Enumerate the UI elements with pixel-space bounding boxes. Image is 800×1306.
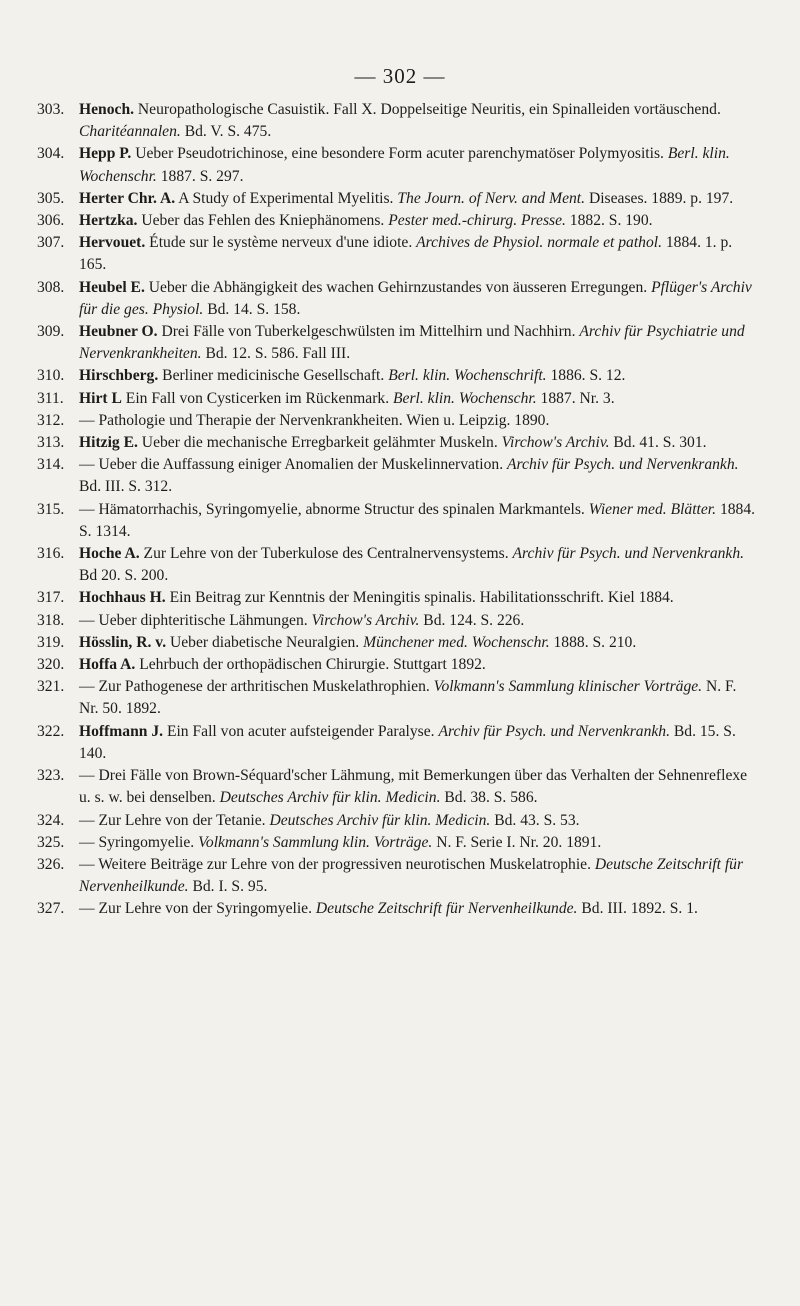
entry-title: Étude sur le système nerveux d'une idiote. [145,234,417,252]
entry-title: Berliner medicinische Gesellschaft. [158,367,389,385]
entry-journal: Deutsche Zeitschrift für Nervenheilkunde. [79,855,744,896]
bibliography-entry [0,365,800,387]
bibliography-entry [0,587,800,609]
entry-title: A Study of Experimental Myelitis. [175,189,398,207]
bibliography-entry [0,499,800,543]
entry-number: 310. [37,367,65,385]
entry-journal: Deutsches Archiv für klin. Medicin. [269,811,491,829]
entry-journal: Charitéannalen. [79,123,181,141]
entry-author: Hertzka. [79,212,138,230]
entry-number: 305. [37,189,65,207]
entry-journal: Volkmann's Sammlung klinischer Vorträge. [433,678,703,696]
entry-number: 303. [37,101,65,118]
bibliography-entry [0,188,800,210]
bibliography-entry [0,232,800,276]
entry-title: — Drei Fälle von Brown-Séquard'scher Lähmung, mit Bemerkungen über das Verhalten der Sehnenreflexe u. s. w. bei denselben. [79,767,748,807]
bibliography-entry [0,99,800,143]
entry-title: — Zur Pathogenese der arthritischen Muskelathrophien. [79,678,434,696]
bibliography-entry [0,432,800,454]
bibliography-entry [0,676,800,720]
entry-journal: Münchener med. Wochenschr. [363,633,550,651]
entry-title: Ueber Pseudotrichinose, eine besondere Form acuter parenchymatöser Polymyositis. [131,145,668,163]
entry-reference: Bd. III. S. 312. [79,478,173,496]
entry-number: 323. [37,767,65,785]
entry-reference: 1888. S. 210. [549,633,637,651]
entry-reference: N. F. Serie I. Nr. 20. 1891. [432,833,602,851]
entry-number: 312. [37,411,65,429]
entry-title: — Weitere Beiträge zur Lehre von der progressiven neurotischen Muskelatrophie. [79,855,595,873]
bibliography-entry [0,543,800,587]
entry-reference: 1887. S. 297. [156,167,244,185]
entry-number: 306. [37,212,65,230]
entry-author: Hitzig E. [79,434,138,452]
entry-number: 322. [37,722,65,740]
bibliography-entry [0,210,800,232]
bibliography-entry [0,898,800,920]
entry-journal: Virchow's Archiv. [501,434,610,452]
bibliography-entry [0,765,800,809]
entry-reference: Bd. I. S. 95. [188,878,268,896]
bibliography-entry [0,721,800,765]
entry-title: — Zur Lehre von der Syringomyelie. [79,900,316,918]
entry-number: 320. [37,656,65,674]
entry-title: Ueber die mechanische Erregbarkeit gelähmter Muskeln. [137,434,502,452]
entry-reference: Bd. 41. S. 301. [609,434,707,452]
entry-title: Ueber diabetische Neuralgien. [166,633,364,651]
bibliography-entry [0,810,800,832]
entry-title: Ein Fall von Cysticerken im Rückenmark. [121,389,393,407]
entry-reference: Bd. 12. S. 586. Fall III. [201,345,351,363]
entry-number: 304. [37,145,65,163]
entry-title: — Pathologie und Therapie der Nervenkrankheiten. Wien u. Leipzig. 1890. [79,411,550,429]
entry-author: Hoffa A. [79,656,136,674]
entry-title: Ein Beitrag zur Kenntnis der Meningitis spinalis. Habilitationsschrift. Kiel 1884. [165,589,674,607]
bibliography-entry [0,143,800,187]
entry-author: Hösslin, R. v. [79,633,167,651]
entry-number: 316. [37,545,65,563]
entry-reference: 1887. Nr. 3. [536,389,615,407]
entry-journal: Archiv für Psych. und Nervenkrankh. [512,545,745,563]
entry-title: Neuropathologische Casuistik. Fall X. Doppelseitige Neuritis, ein Spinalleiden vortäuschend. [134,101,721,118]
entry-reference: Bd. 15. S. 140. [79,722,736,762]
entry-number: 314. [37,456,65,474]
entry-reference: 1882. S. 190. [565,212,653,230]
entry-title: Ueber die Abhängigkeit des wachen Gehirnzustandes von äusseren Erregungen. [144,278,652,296]
entry-author: Herter Chr. A. [79,189,176,207]
entry-title: Drei Fälle von Tuberkelgeschwülsten im Mittelhirn und Nachhirn. [157,323,580,341]
entry-number: 321. [37,678,65,696]
entry-author: Hervouet. [79,234,146,252]
entry-reference: Diseases. 1889. p. 197. [585,189,734,207]
bibliography-entry [0,610,800,632]
entry-number: 311. [37,389,64,407]
entry-title: Ueber das Fehlen des Kniephänomens. [137,212,389,230]
entry-title: Ein Fall von acuter aufsteigender Paralyse. [163,722,439,740]
entry-journal: Pester med.-chirurg. Presse. [388,212,566,230]
entry-number: 309. [37,323,65,341]
entry-journal: Archiv für Psychiatrie und Nervenkrankheiten. [79,323,745,363]
entry-author: Hochhaus H. [79,589,166,607]
bibliography-entry [0,654,800,676]
entry-number: 317. [37,589,65,607]
entry-title: — Syringomyelie. [79,833,199,851]
entry-reference: Bd. III. 1892. S. 1. [577,900,698,918]
entry-number: 326. [37,855,65,873]
entry-reference: Bd. 43. S. 53. [490,811,580,829]
entry-reference: 1886. S. 12. [546,367,626,385]
entry-number: 313. [37,434,65,452]
entry-author: Hoche A. [79,545,140,563]
entry-number: 308. [37,278,65,296]
entry-reference: 1884. S. 1314. [79,500,756,540]
entry-number: 325. [37,833,65,851]
entry-author: Hoffmann J. [79,722,164,740]
entry-journal: Pflüger's Archiv für die ges. Physiol. [79,278,752,318]
entry-reference: Bd. 124. S. 226. [419,611,525,629]
entry-reference: Bd. 14. S. 158. [203,300,301,318]
bibliography-entry [0,632,800,654]
entry-reference: Bd. V. S. 475. [180,123,272,141]
entry-journal: Archiv für Psych. und Nervenkrankh. [507,456,739,474]
bibliography-entry [0,832,800,854]
entry-number: 318. [37,611,65,629]
entry-reference: Bd 20. S. 200. [79,567,169,585]
bibliography-entry [0,277,800,321]
entry-journal: Berl. klin. Wochenschr. [393,389,537,407]
bibliography-entry [0,410,800,432]
bibliography-list [0,99,800,921]
entry-number: 315. [37,500,65,518]
entry-title: — Hämatorrhachis, Syringomyelie, abnorme Structur des spinalen Markmantels. [79,500,589,518]
entry-journal: Archiv für Psych. und Nervenkrankh. [438,722,670,740]
entry-title: — Ueber diphteritische Lähmungen. [79,611,312,629]
entry-number: 319. [37,633,65,651]
entry-number: 307. [37,234,65,252]
bibliography-entry [0,454,800,498]
entry-author: Hepp P. [79,145,132,163]
entry-journal: Archives de Physiol. normale et pathol. [416,234,662,252]
entry-journal: Berl. klin. Wochenschr. [79,145,730,185]
entry-author: Heubel E. [79,278,145,296]
entry-journal: Virchow's Archiv. [311,611,420,629]
page-number: — 302 — [354,64,446,88]
entry-author: Hirt L [79,389,122,407]
entry-author: Henoch. [79,101,135,118]
entry-reference: N. F. Nr. 50. 1892. [79,678,737,718]
entry-title: Lehrbuch der orthopädischen Chirurgie. Stuttgart 1892. [135,656,486,674]
entry-title: Zur Lehre von der Tuberkulose des Centralnervensystems. [139,545,513,563]
entry-journal: Deutsche Zeitschrift für Nervenheilkunde. [315,900,578,918]
entry-journal: The Journ. of Nerv. and Ment. [397,189,586,207]
entry-title: — Zur Lehre von der Tetanie. [79,811,270,829]
bibliography-entry [0,321,800,365]
entry-reference: Bd. 38. S. 586. [440,789,538,807]
entry-journal: Wiener med. Blätter. [588,500,717,518]
entry-author: Heubner O. [79,323,158,341]
entry-journal: Volkmann's Sammlung klin. Vorträge. [198,833,433,851]
entry-number: 324. [37,811,65,829]
bibliography-entry [0,388,800,410]
entry-journal: Berl. klin. Wochenschrift. [388,367,547,385]
entry-reference: 1884. 1. p. 165. [79,234,733,274]
entry-journal: Deutsches Archiv für klin. Medicin. [219,789,441,807]
entry-number: 327. [37,900,65,918]
entry-title: — Ueber die Auffassung einiger Anomalien der Muskelinnervation. [79,456,508,474]
bibliography-entry [0,854,800,898]
entry-author: Hirschberg. [79,367,159,385]
